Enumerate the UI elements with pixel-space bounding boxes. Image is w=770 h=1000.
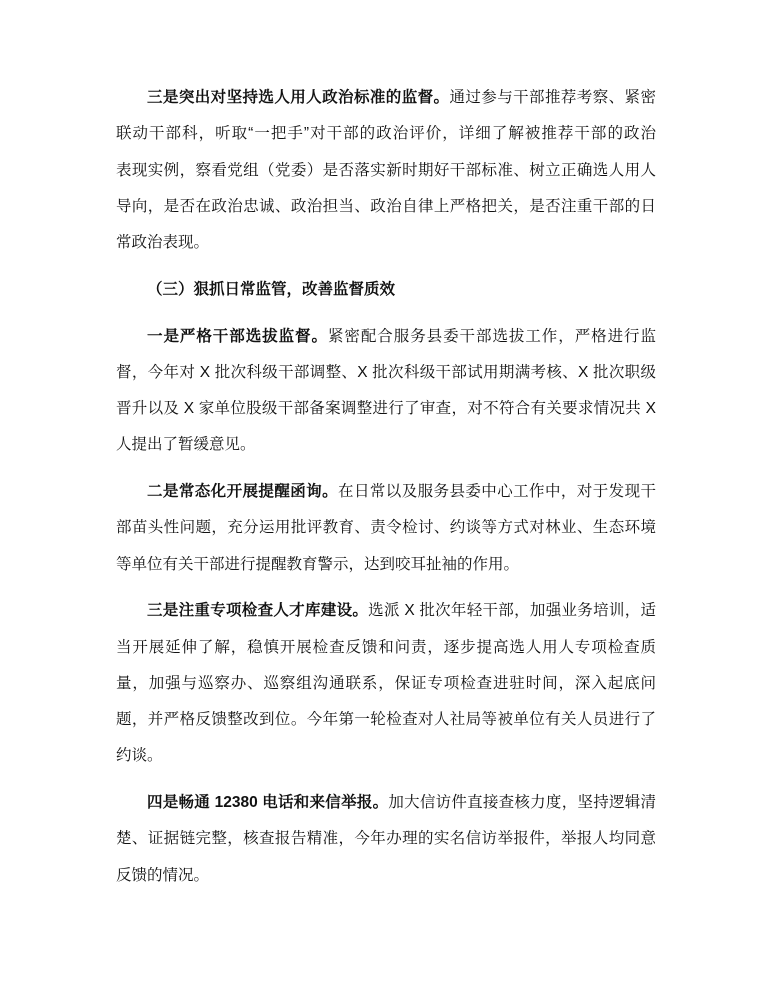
paragraph-lead: 一是严格干部选拔监督。 bbox=[147, 327, 328, 345]
paragraph-reminder-inquiry bbox=[116, 474, 656, 583]
paragraph-line: 督，今年对 X 批次科级干部调整、X 批次科级干部试用期满考核、X 批次职级 bbox=[116, 363, 656, 381]
paragraph-lead: 四是畅通 12380 电话和来信举报。 bbox=[147, 794, 389, 811]
paragraph-text: 紧密配合服务县委干部选拔工作，严格进行监 bbox=[327, 327, 656, 345]
paragraph-political-standard-supervision bbox=[116, 80, 656, 261]
paragraph-lead: 三是突出对坚持选人用人政治标准的监督。 bbox=[147, 89, 450, 106]
paragraph-line: 反馈的情况。 bbox=[116, 866, 210, 884]
paragraph-line: 常政治表现。 bbox=[116, 234, 210, 251]
paragraph-line: 晋升以及 X 家单位股级干部备案调整进行了审查，对不符合有关要求情况共 X bbox=[116, 400, 656, 417]
paragraph-line: 等单位有关干部进行提醒教育警示，达到咬耳扯袖的作用。 bbox=[116, 555, 520, 573]
paragraph-line bbox=[116, 474, 656, 510]
paragraph-line bbox=[116, 593, 656, 629]
paragraph-text: 通过参与干部推荐考察、紧密 bbox=[449, 89, 656, 106]
paragraph-line bbox=[116, 319, 656, 355]
paragraph-line: 楚、证据链完整，核查报告精准，今年办理的实名信访举报件，举报人均同意 bbox=[116, 830, 656, 848]
paragraph-line bbox=[116, 80, 656, 116]
paragraph-line bbox=[116, 785, 656, 821]
paragraph-line: 约谈。 bbox=[116, 747, 163, 765]
paragraph-line: 部苗头性问题，充分运用批评教育、责令检讨、约谈等方式对林业、生态环境 bbox=[116, 519, 656, 537]
paragraph-12380-reporting bbox=[116, 785, 656, 894]
paragraph-text: 在日常以及服务县委中心工作中，对于发现干 bbox=[338, 483, 656, 500]
document-page bbox=[116, 80, 656, 904]
paragraph-line: 表现实例，察看党组（党委）是否落实新时期好干部标准、树立正确选人用人 bbox=[116, 161, 656, 179]
paragraph-special-inspection-talent-pool bbox=[116, 593, 656, 774]
section-heading: （三）狠抓日常监管，改善监督质效 bbox=[147, 280, 396, 298]
paragraph-line: 人提出了暂缓意见。 bbox=[116, 436, 256, 454]
paragraph-cadre-selection-supervision bbox=[116, 319, 656, 464]
paragraph-line: 题，并严格反馈整改到位。今年第一轮检查对人社局等被单位有关人员进行了 bbox=[116, 711, 656, 728]
paragraph-text: 加大信访件直接查核力度，坚持逻辑清 bbox=[388, 794, 656, 811]
paragraph-lead: 二是常态化开展提醒函询。 bbox=[147, 483, 339, 500]
paragraph-line: 当开展延伸了解，稳慎开展检查反馈和问责，逐步提高选人用人专项检查质 bbox=[116, 638, 656, 656]
paragraph-lead: 三是注重专项检查人才库建设。 bbox=[147, 602, 369, 620]
paragraph-line: 联动干部科，听取“一把手”对干部的政治评价，详细了解被推荐干部的政治 bbox=[116, 125, 656, 143]
paragraph-text: 选派 X 批次年轻干部，加强业务培训，适 bbox=[368, 602, 656, 620]
paragraph-line: 导向，是否在政治忠诚、政治担当、政治自律上严格把关，是否注重干部的日 bbox=[116, 197, 656, 215]
paragraph-line: 量，加强与巡察办、巡察组沟通联系，保证专项检查进驻时间，深入起底问 bbox=[116, 674, 656, 692]
